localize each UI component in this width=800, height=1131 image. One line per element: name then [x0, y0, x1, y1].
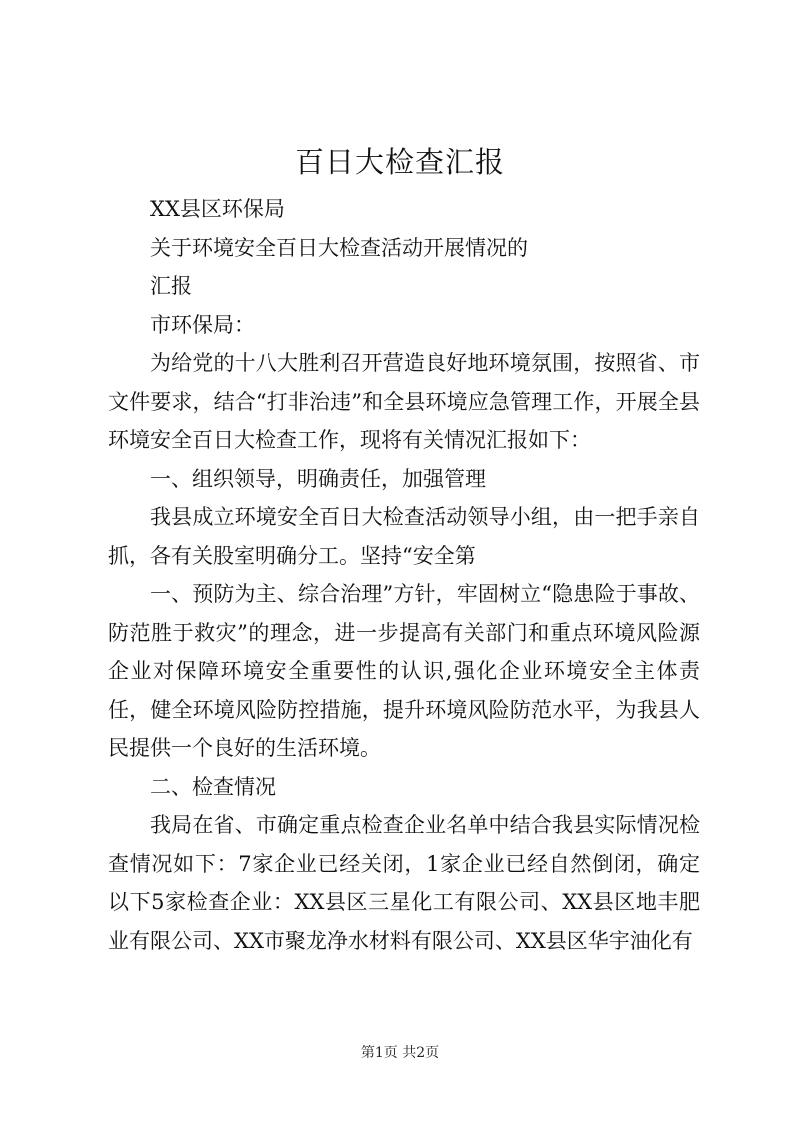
document-title: 百日大检查汇报: [294, 145, 505, 179]
section-heading-1: 一、组织领导，明确责任，加强管理: [150, 466, 486, 491]
paragraph-inspection: 我局在省、市确定重点检查企业名单中结合我县实际情况检查情况如下：7家企业已经关闭，1家企业已经自然倒闭，确定以下5家检查企业：XX县区三星化工有限公司、XX县区地丰肥业有限公司、XX市聚龙净水材料有限公司、XX县区华宇油化有: [108, 813, 700, 953]
paragraph-intro: 为给党的十八大胜利召开营造良好地环境氛围，按照省、市文件要求，结合“打非治违”和全县环境应急管理工作，开展全县环境安全百日大检查工作，现将有关情况汇报如下：: [108, 351, 700, 452]
document-body: [108, 190, 700, 960]
section-heading-2: 二、检查情况: [150, 774, 276, 799]
paragraph-subject: 关于环境安全百日大检查活动开展情况的: [150, 235, 528, 260]
paragraph-department: XX县区环保局: [150, 197, 285, 221]
paragraph-addressee: 市环保局：: [150, 312, 255, 337]
paragraph-report-word: 汇报: [150, 274, 192, 298]
paragraph-principles: 一、预防为主、综合治理”方针，牢固树立“隐患险于事故、防范胜于救灾”的理念，进一步提高有关部门和重点环境风险源企业对保障环境安全重要性的认识,强化企业环境安全主体责任，健全环境风险防控措施，提升环境风险防范水平，为我县人民提供一个良好的生活环境。: [108, 582, 700, 760]
paragraph-leadership: 我县成立环境安全百日大检查活动领导小组，由一把手亲自抓，各有关股室明确分工。坚持“安全第: [108, 505, 700, 568]
page-number-footer: 第1页 共2页: [360, 1045, 440, 1061]
